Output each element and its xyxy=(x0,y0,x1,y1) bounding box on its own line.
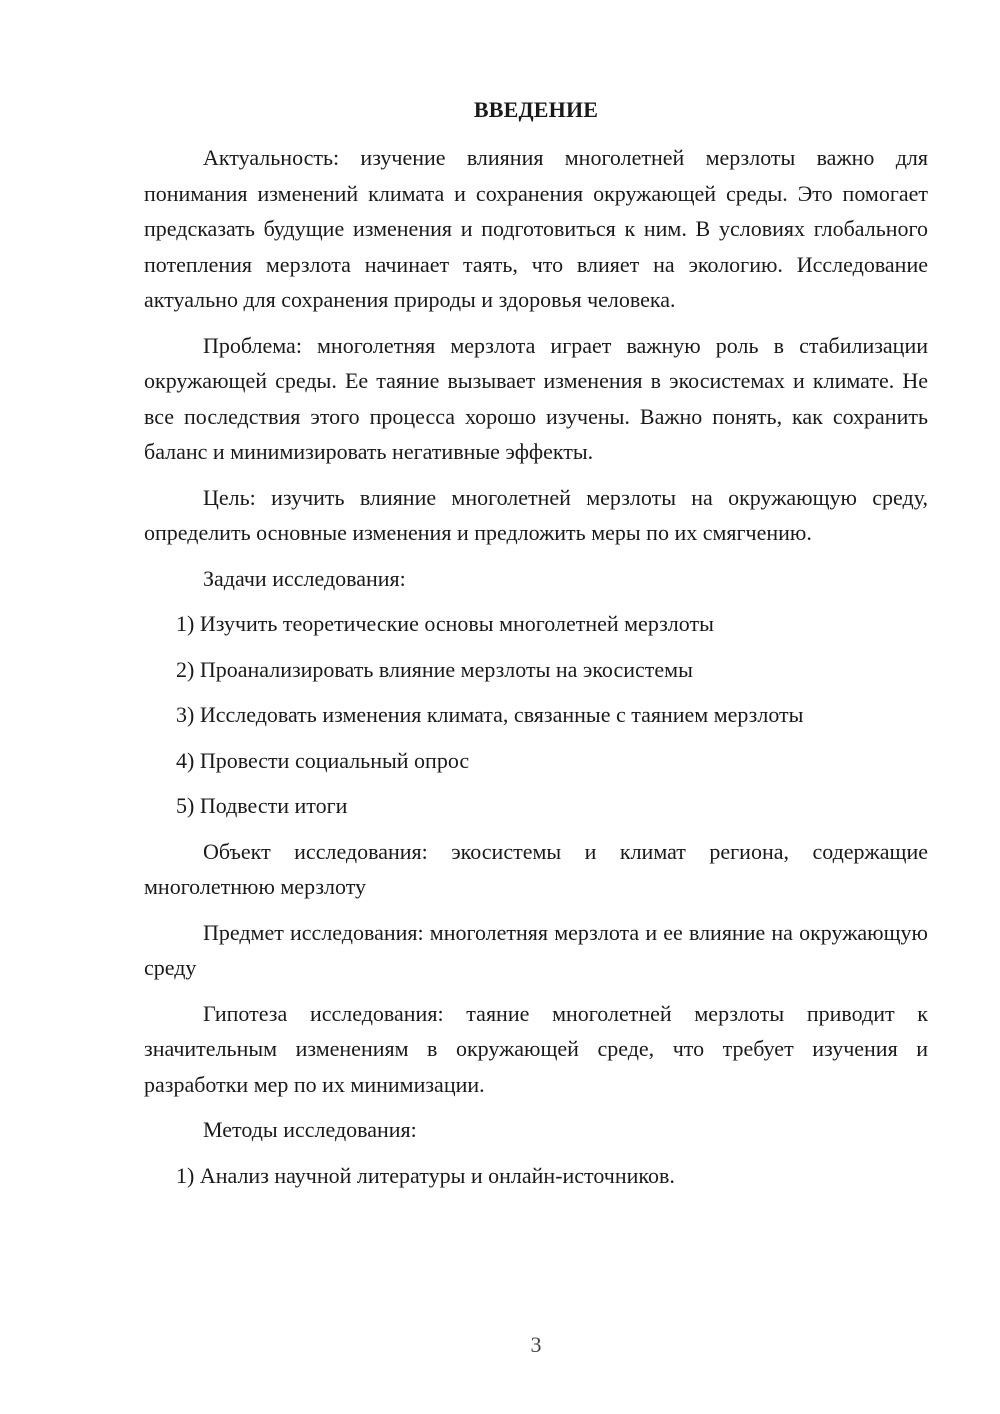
tasks-heading: Задачи исследования: xyxy=(203,565,406,591)
goal-paragraph: Цель: изучить влияние многолетней мерзлоты на окружающую среду, определить основные изменения и предложить меры по их смягчению. xyxy=(144,484,928,545)
task-item: 1) Изучить теоретические основы многолетней мерзлоты xyxy=(176,611,714,636)
hypothesis-paragraph: Гипотеза исследования: таяние многолетней мерзлоты приводит к значительным изменениям в окружающей среде, что требует изучения и разработки мер по их минимизации. xyxy=(144,1000,928,1097)
relevance-paragraph: Актуальность: изучение влияния многолетней мерзлоты важно для понимания изменений климата и сохранения окружающей среды. Это помогает предсказать будущие изменения и подготовиться к ним. В условиях глобального потепления мерзлота начинает таять, что влияет на экологию. Исследование актуально для сохранения природы и здоровья человека. xyxy=(144,145,928,312)
methods-heading: Методы исследования: xyxy=(203,1117,417,1142)
document-body xyxy=(144,140,928,1203)
subject-paragraph: Предмет исследования: многолетняя мерзлота и ее влияние на окружающую среду xyxy=(144,919,928,980)
method-item: 1) Анализ научной литературы и онлайн-источников. xyxy=(176,1162,675,1188)
problem-paragraph: Проблема: многолетняя мерзлота играет важную роль в стабилизации окружающей среды. Ее таяние вызывает изменения в экосистемах и климате. Не все последствия этого процесса хорошо изучены. Важно понять, как сохранить баланс и минимизировать негативные эффекты. xyxy=(144,332,928,464)
page-title: ВВЕДЕНИЕ xyxy=(473,97,599,122)
task-item: 5) Подвести итоги xyxy=(176,793,348,818)
task-item: 3) Исследовать изменения климата, связанные с таянием мерзлоты xyxy=(176,702,804,727)
page-number: 3 xyxy=(530,1332,542,1357)
task-item: 2) Проанализировать влияние мерзлоты на экосистемы xyxy=(176,656,693,682)
task-item: 4) Провести социальный опрос xyxy=(176,747,470,773)
object-paragraph: Объект исследования: экосистемы и климат региона, содержащие многолетнюю мерзлоту xyxy=(144,838,928,899)
